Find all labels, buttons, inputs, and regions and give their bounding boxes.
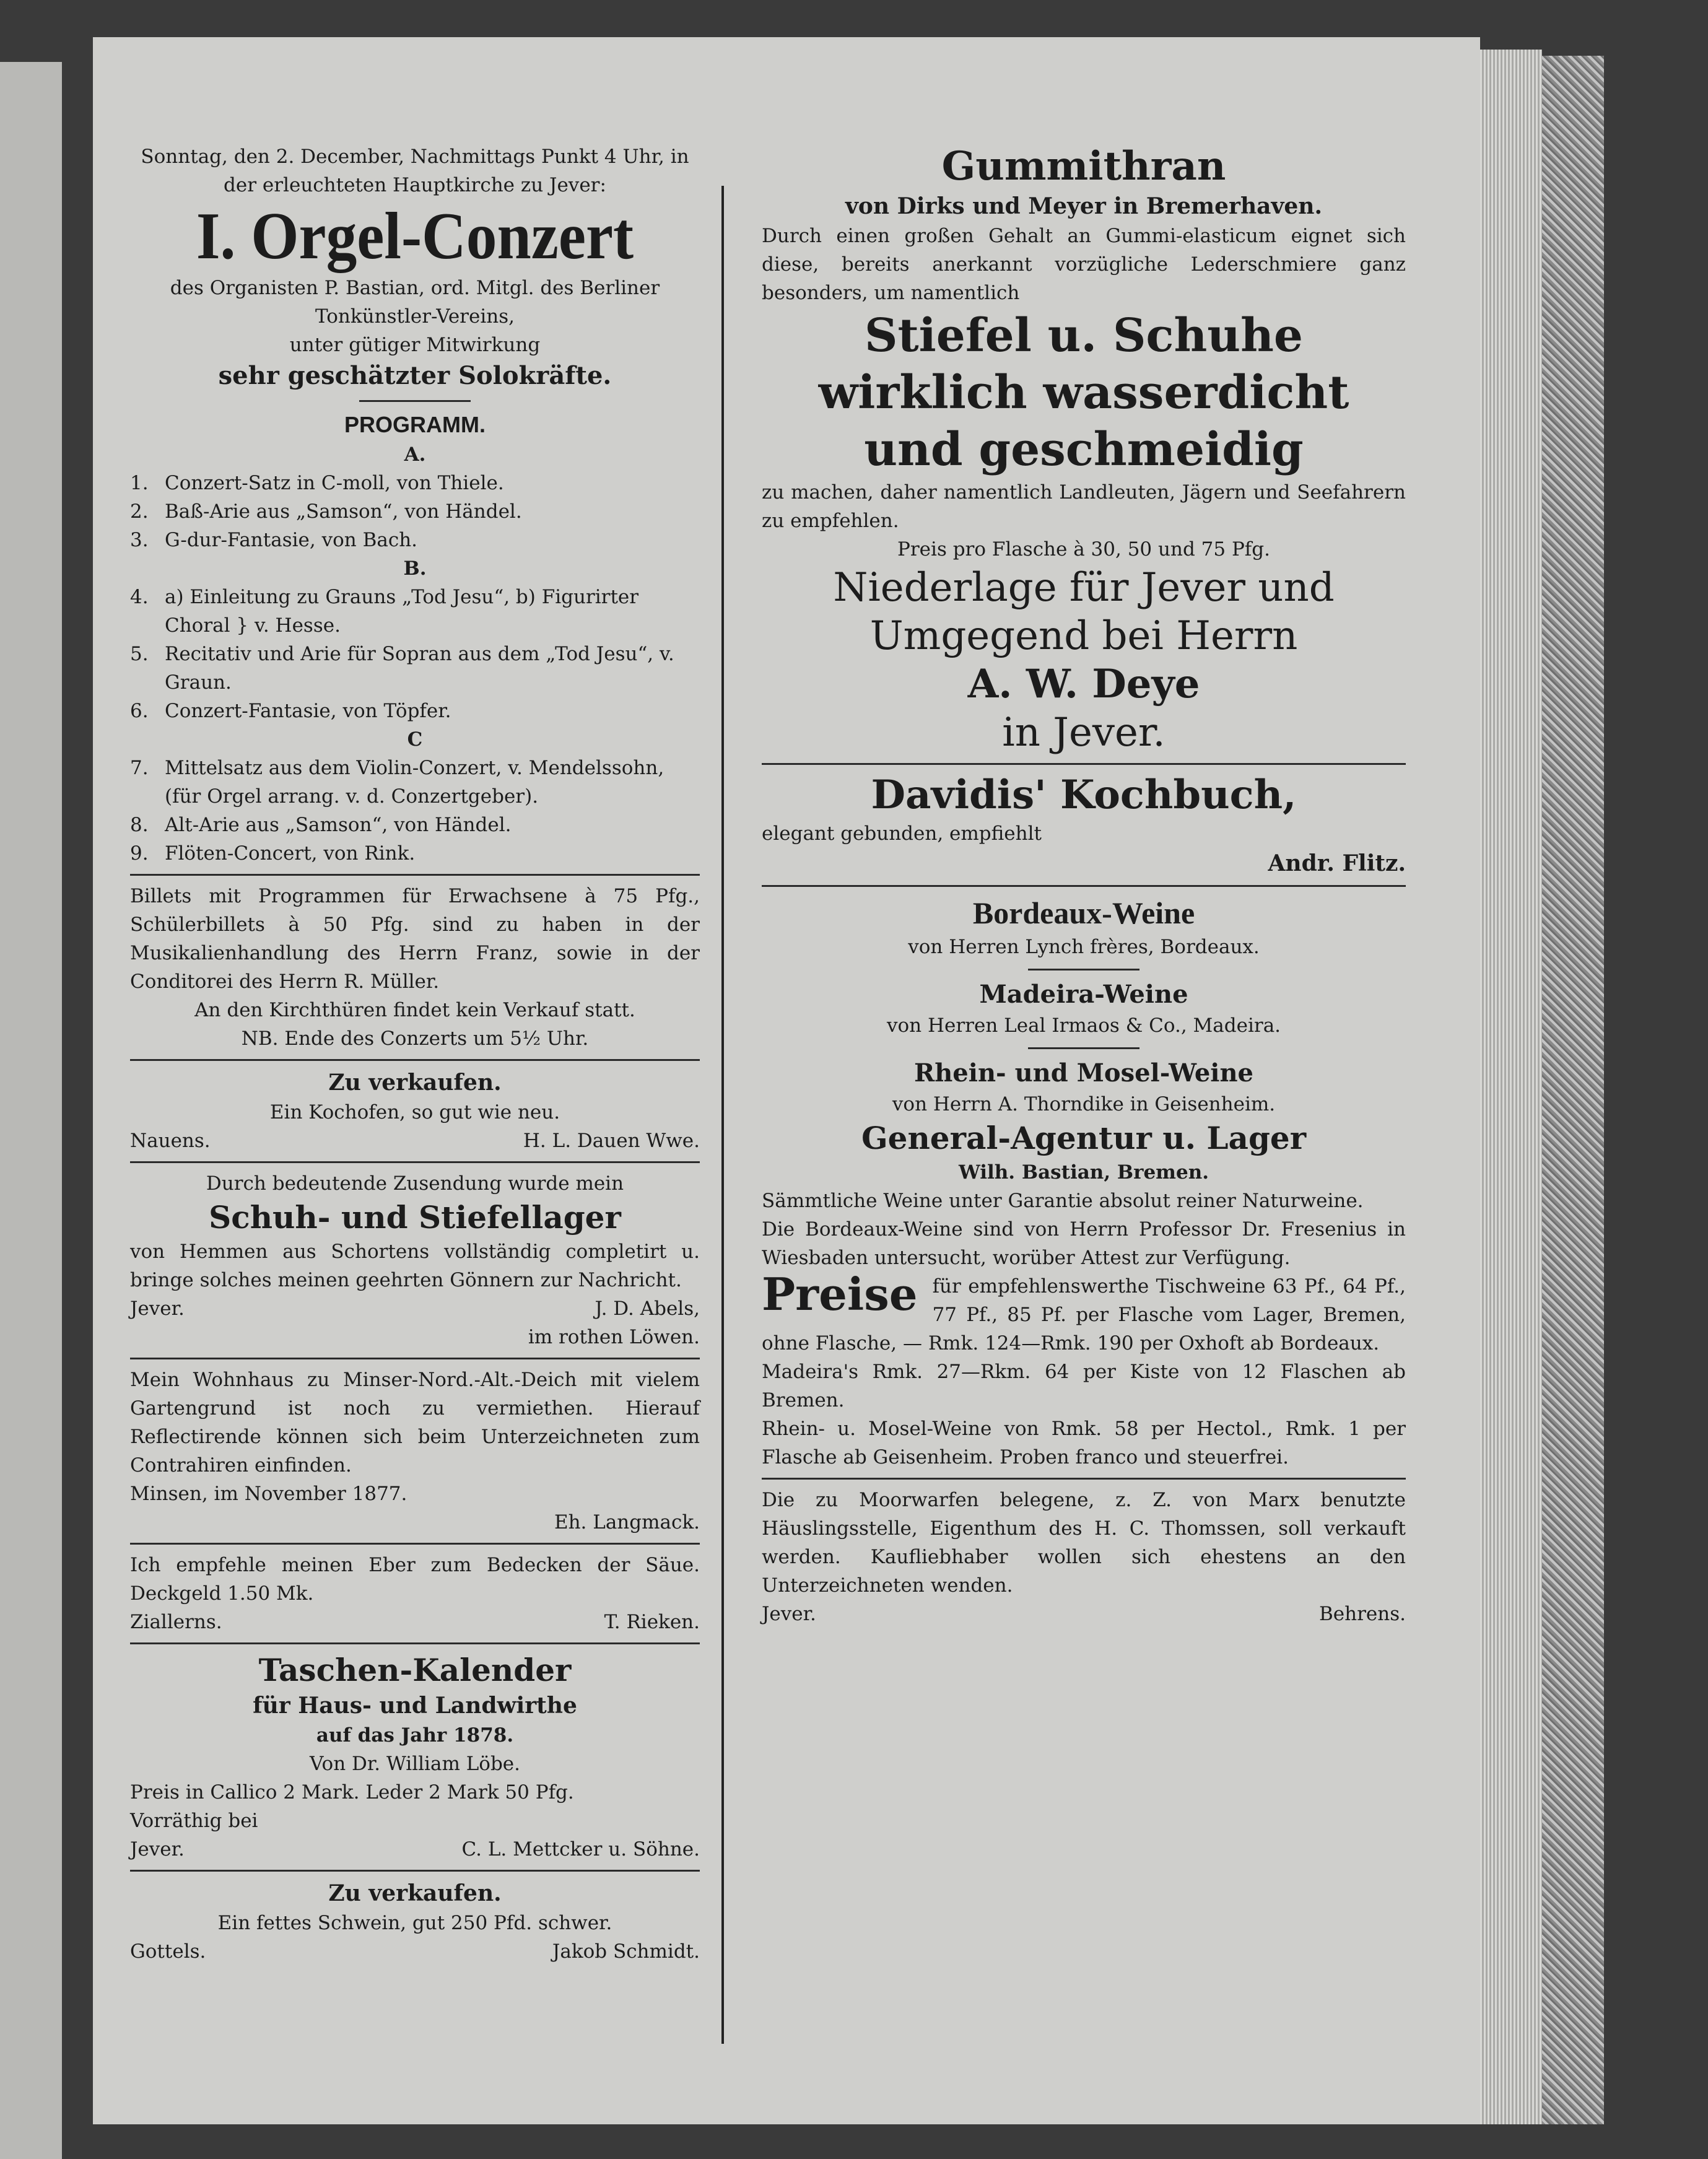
concert-no-sale: An den Kirchthüren findet kein Verkauf statt. [194, 999, 635, 1021]
wine-attest: Die Bordeaux-Weine sind von Herrn Professor Dr. Fresenius in Wiesbaden untersucht, worüber Attest zur Verfügung. [762, 1218, 1406, 1269]
program-section-b: B. [403, 557, 427, 580]
divider [1028, 1047, 1139, 1049]
cookbook-text: elegant gebunden, empfiehlt [762, 822, 1042, 845]
calendar-year: auf das Jahr 1878. [316, 1724, 514, 1747]
signature-line: Jever. Behrens. [762, 1603, 1406, 1625]
boar-text: Ich empfehle meinen Eber zum Bedecken der Säue. Deckgeld 1.50 Mk. [130, 1554, 700, 1605]
wine-prices-text: für empfehlenswerthe Tischweine 63 Pf., 64 Pf., 77 Pf., 85 Pf. per Flasche vom Lager, Bremen, ohne Flasche, — Rmk. 124—Rmk. 190 per Oxhoft ab Bordeaux. [762, 1275, 1406, 1354]
shoes-title: Schuh- und Stiefellager [209, 1199, 621, 1236]
concert-ad [130, 142, 700, 1053]
shoes-name2: im rothen Löwen. [528, 1326, 700, 1348]
program-item: 4. a) Einleitung zu Grauns „Tod Jesu“, b) Figurirter Choral } v. Hesse. [130, 586, 639, 637]
wine-guarantee: Sämmtliche Weine unter Garantie absolut reiner Naturweine. [762, 1190, 1364, 1212]
wine-prices [762, 1268, 1406, 1358]
divider [762, 885, 1406, 887]
sale-text: Ein Kochofen, so gut wie neu. [269, 1101, 560, 1123]
wine-rhein-prices: Rhein- u. Mosel-Weine von Rmk. 58 per Hectol., Rmk. 1 per Flasche ab Geisenheim. Proben franco und steuerfrei. [762, 1418, 1406, 1468]
divider [762, 763, 1406, 765]
cookbook-name: Andr. Flitz. [1268, 850, 1406, 876]
divider [130, 1161, 700, 1163]
divider [1028, 969, 1139, 970]
newspaper-page [93, 37, 1480, 2124]
column-rule [721, 186, 724, 2044]
program-title: PROGRAMM. [344, 412, 486, 437]
concert-nb: NB. Ende des Conzerts um 5½ Uhr. [241, 1027, 589, 1050]
gummi-place: in Jever. [1002, 710, 1166, 756]
sale-stove-ad [130, 1067, 700, 1155]
program-item: 2. Baß-Arie aus „Samson“, von Händel. [130, 500, 522, 523]
house-date: Minsen, im November 1877. [130, 1483, 407, 1505]
sale-title: Zu verkaufen. [328, 1880, 502, 1906]
right-column [762, 142, 1406, 1628]
adjacent-page-edge [0, 62, 62, 2159]
program-item: 1. Conzert-Satz in C-moll, von Thiele. [130, 472, 504, 494]
shoe-store-ad [130, 1169, 700, 1351]
wine-rhein-sub: von Herrn A. Thorndike in Geisenheim. [892, 1093, 1276, 1115]
wine-madeira-sub: von Herren Leal Irmaos & Co., Madeira. [886, 1014, 1281, 1037]
gummi-title: Gummithran [941, 143, 1226, 190]
sale-pig-ad [130, 1878, 700, 1966]
program-section-a: A. [404, 443, 426, 466]
divider [130, 1870, 700, 1872]
program-item: 6. Conzert-Fantasie, von Töpfer. [130, 700, 451, 722]
concert-assist: unter gütiger Mitwirkung [289, 334, 541, 356]
divider [359, 400, 471, 402]
cookbook-title: Davidis' Kochbuch, [871, 772, 1297, 818]
cookbook-ad [762, 771, 1406, 879]
calendar-sub: für Haus- und Landwirthe [253, 1693, 577, 1719]
calendar-ad [130, 1651, 700, 1864]
program-item: 9. Flöten-Concert, von Rink. [130, 842, 416, 865]
calendar-author: Von Dr. William Löbe. [309, 1753, 520, 1775]
house-name: Eh. Langmack. [554, 1511, 700, 1533]
divider [130, 1543, 700, 1545]
signature-line: Ziallerns. T. Rieken. [130, 1611, 700, 1633]
divider [762, 1478, 1406, 1480]
gummi-name: A. W. Deye [967, 661, 1200, 707]
wine-ad [762, 893, 1406, 1472]
boar-ad [130, 1551, 700, 1636]
divider [130, 874, 700, 876]
wine-agency-sub: Wilh. Bastian, Bremen. [958, 1161, 1209, 1184]
gummi-headline: Stiefel u. Schuhe wirklich wasserdicht und geschmeidig [818, 309, 1349, 476]
concert-organist: des Organisten P. Bastian, ord. Mitgl. des Berliner Tonkünstler-Vereins, [170, 277, 660, 328]
wine-prices-label: Preise [762, 1268, 918, 1320]
wine-bordeaux-sub: von Herren Lynch frères, Bordeaux. [908, 936, 1260, 958]
wine-rhein-title: Rhein- und Mosel-Weine [913, 1058, 1253, 1088]
program-item: 3. G-dur-Fantasie, von Bach. [130, 529, 418, 551]
gummi-sub: von Dirks und Meyer in Bremerhaven. [845, 193, 1323, 219]
shoes-text: von Hemmen aus Schortens vollständig completirt u. bringe solches meinen geehrten Gönnern zur Nachricht. [130, 1241, 700, 1291]
farm-sale-ad [762, 1486, 1406, 1628]
signature-line: Jever. C. L. Mettcker u. Söhne. [130, 1838, 700, 1860]
program-item: 5. Recitativ und Arie für Sopran aus dem „Tod Jesu“, v. Graun. [130, 643, 674, 694]
calendar-title: Taschen-Kalender [258, 1652, 572, 1688]
house-text: Mein Wohnhaus zu Minser-Nord.-Alt.-Deich mit vielem Gartengrund ist noch zu vermiethen. Hierauf Reflectirende können sich beim Unterzeichneten zum Contrahiren einfinden. [130, 1369, 700, 1476]
wine-agency-title: General-Agentur u. Lager [861, 1120, 1307, 1156]
divider [130, 1642, 700, 1644]
farm-text: Die zu Moorwarfen belegene, z. Z. von Marx benutzte Häuslingsstelle, Eigenthum des H. C. Thomssen, soll verkauft werden. Kaufliebhaber wollen sich ehestens an den Unterzeichneten wenden. [762, 1489, 1406, 1597]
gummi-text: Durch einen großen Gehalt an Gummi-elasticum eignet sich diese, bereits anerkannt vorzügliche Lederschmiere ganz besonders, um namentlich [762, 225, 1406, 304]
wine-madeira-prices: Madeira's Rmk. 27—Rkm. 64 per Kiste von 12 Flaschen ab Bremen. [762, 1361, 1406, 1411]
marbled-book-cover [1542, 56, 1604, 2124]
gummithran-ad [762, 142, 1406, 757]
left-column [130, 142, 700, 1966]
sale-text: Ein fettes Schwein, gut 250 Pfd. schwer. [217, 1912, 612, 1934]
divider [130, 1059, 700, 1061]
concert-tickets: Billets mit Programmen für Erwachsene à 75 Pfg., Schülerbillets à 50 Pfg. sind zu haben in der Musikalienhandlung des Herrn Franz, sowie in der Conditorei des Herrn R. Müller. [130, 885, 700, 993]
program-section-c: C [407, 728, 423, 751]
concert-intro: Sonntag, den 2. December, Nachmittags Punkt 4 Uhr, in der erleuchteten Hauptkirche zu Jever: [141, 146, 689, 196]
gummi-text2: zu machen, daher namentlich Landleuten, Jägern und Seefahrern zu empfehlen. [762, 481, 1406, 532]
calendar-stock: Vorräthig bei [130, 1810, 258, 1832]
wine-bordeaux-title: Bordeaux-Weine [972, 896, 1195, 930]
house-rent-ad [130, 1366, 700, 1537]
wine-madeira-title: Madeira-Weine [979, 980, 1188, 1009]
signature-line: Jever. J. D. Abels, [130, 1298, 700, 1320]
signature-line: Nauens. H. L. Dauen Wwe. [130, 1130, 700, 1152]
concert-soloists: sehr geschätzter Solokräfte. [218, 361, 612, 390]
shoes-intro: Durch bedeutende Zusendung wurde mein [206, 1172, 624, 1195]
gummi-price: Preis pro Flasche à 30, 50 und 75 Pfg. [897, 538, 1270, 560]
sale-title: Zu verkaufen. [328, 1070, 502, 1096]
gummi-depot: Niederlage für Jever und Umgegend bei Herrn [833, 565, 1335, 659]
program-item: 8. Alt-Arie aus „Samson“, von Händel. [130, 814, 512, 836]
concert-title: I. Orgel-Conzert [196, 199, 634, 273]
calendar-price: Preis in Callico 2 Mark. Leder 2 Mark 50 Pfg. [130, 1781, 574, 1804]
page-stack-edge [1480, 50, 1542, 2124]
divider [130, 1358, 700, 1359]
program-item: 7. Mittelsatz aus dem Violin-Conzert, v. Mendelssohn, (für Orgel arrang. v. d. Conzertgeber). [130, 757, 664, 808]
signature-line: Gottels. Jakob Schmidt. [130, 1940, 700, 1963]
